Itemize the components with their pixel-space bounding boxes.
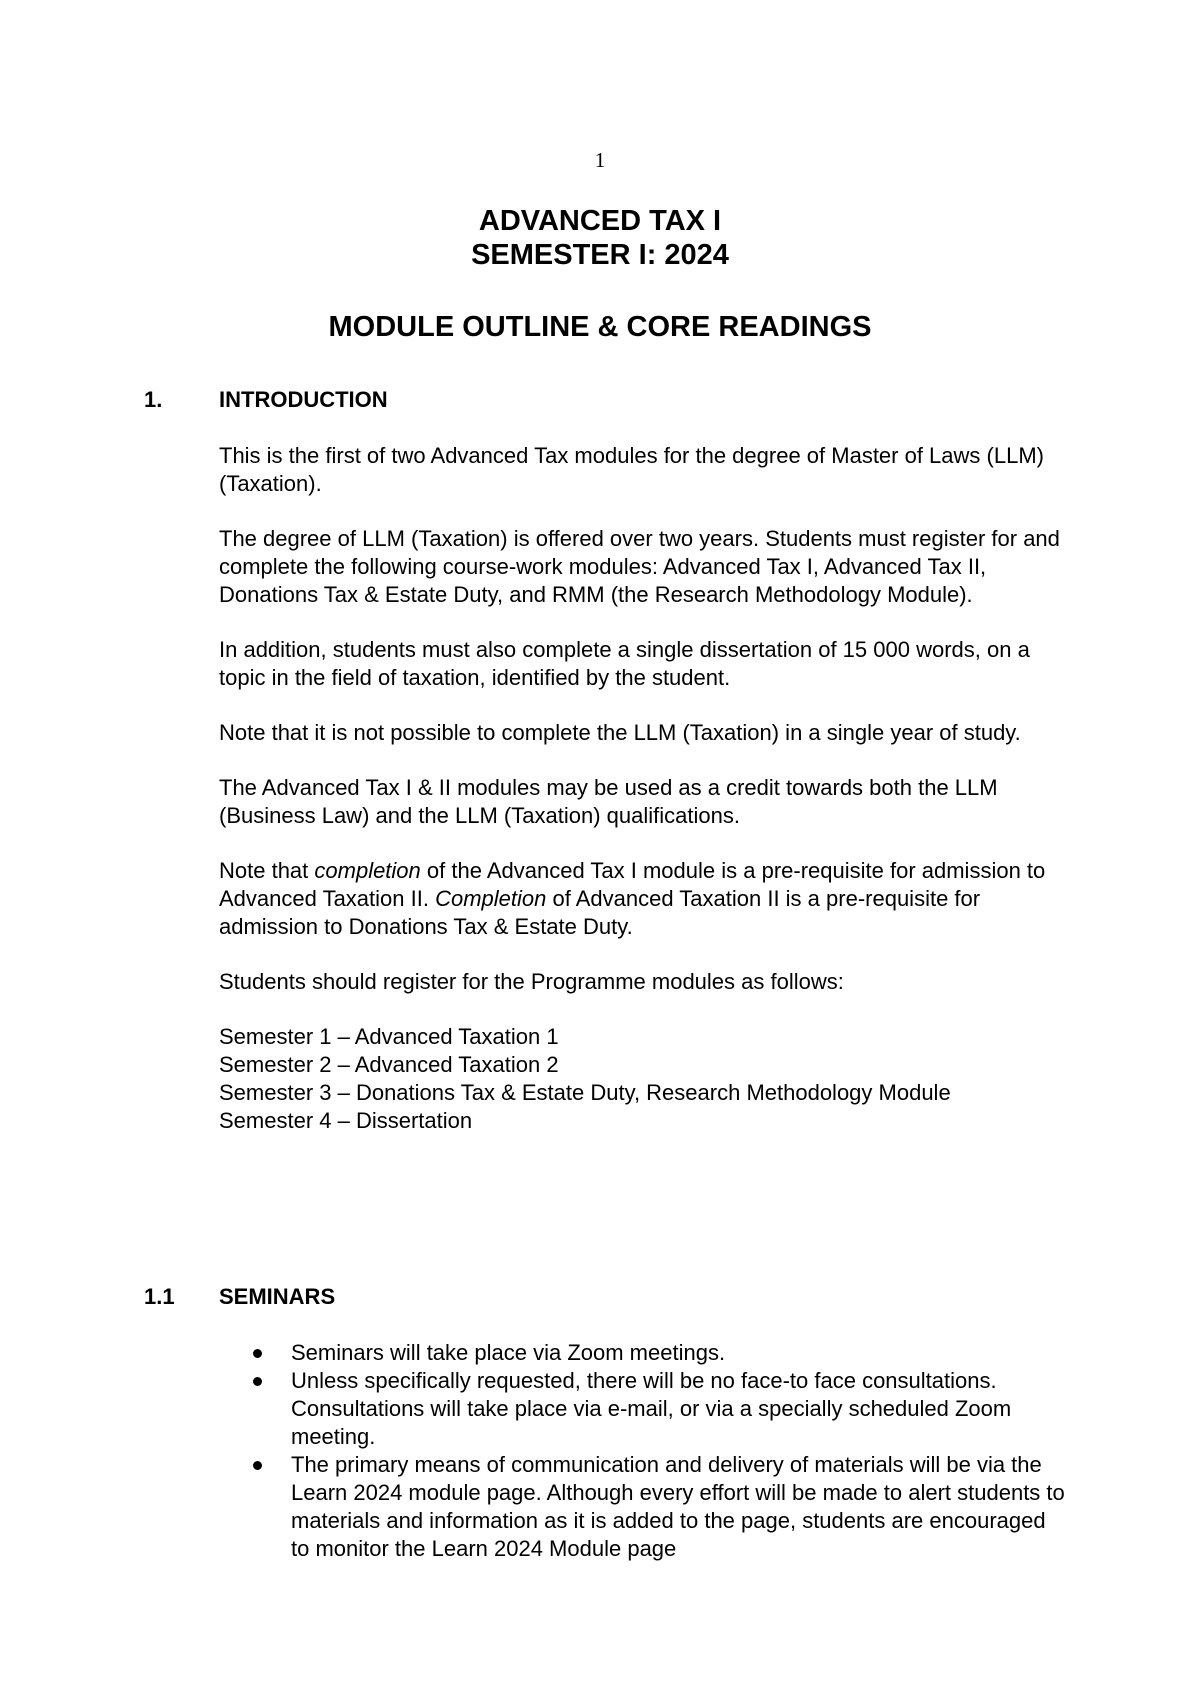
- intro-paragraph-3: In addition, students must also complete a single dissertation of 15 000 words, on a topic in the field of taxation, identified by the student.: [219, 637, 1030, 690]
- intro-p6-text-b: of the Advanced Tax I module is a pre-requisite for admission to Advanced Taxation II.: [219, 858, 1046, 911]
- section-number: 1.1: [144, 1284, 175, 1309]
- semester-line-1: Semester 1 – Advanced Taxation 1: [219, 1024, 559, 1049]
- list-item: [219, 1367, 1069, 1451]
- bullet-icon: [253, 1349, 262, 1358]
- intro-paragraph-4: Note that it is not possible to complete the LLM (Taxation) in a single year of study.: [219, 720, 1021, 745]
- page-number: 1: [594, 148, 606, 172]
- intro-paragraph-5: The Advanced Tax I & II modules may be used as a credit towards both the LLM (Business Law) and the LLM (Taxation) qualifications.: [219, 775, 998, 828]
- section-title: SEMINARS: [219, 1284, 336, 1309]
- introduction-body: [219, 442, 1069, 1135]
- intro-p6-emphasis-2: Completion: [435, 886, 547, 911]
- section-number: 1.: [144, 387, 163, 412]
- intro-paragraph-1: This is the first of two Advanced Tax modules for the degree of Master of Laws (LLM) (Taxation).: [219, 443, 1044, 496]
- document-subtitle: MODULE OUTLINE & CORE READINGS: [328, 311, 872, 343]
- bullet-text: The primary means of communication and delivery of materials will be via the Learn 2024 module page. Although every effort will be made to alert students to materials and information as it is added to the page, students are encouraged to monitor the Learn 2024 Module page: [291, 1452, 1065, 1561]
- intro-paragraph-7: Students should register for the Programme modules as follows:: [219, 969, 844, 994]
- semester-line-2: Semester 2 – Advanced Taxation 2: [219, 1052, 559, 1077]
- semester-line-4: Semester 4 – Dissertation: [219, 1108, 473, 1133]
- bullet-text: Seminars will take place via Zoom meetings.: [291, 1340, 726, 1365]
- document-semester: SEMESTER I: 2024: [471, 239, 729, 271]
- bullet-icon: [253, 1377, 262, 1386]
- intro-p6-emphasis-1: completion: [314, 858, 421, 883]
- intro-paragraph-2: The degree of LLM (Taxation) is offered over two years. Students must register for and complete the following course-work modules: Advanced Tax I, Advanced Tax II, Donations Tax & Estate Duty, and RMM (the Research Methodology Module).: [219, 526, 1060, 607]
- list-item: [219, 1451, 1069, 1563]
- intro-paragraph-6: [219, 857, 1069, 941]
- section-heading-introduction: [144, 386, 388, 414]
- list-item: [219, 1339, 1069, 1367]
- intro-p6-text-c: of Advanced Taxation II is a pre-requisite for admission to Donations Tax & Estate Duty.: [219, 886, 981, 939]
- section-title: INTRODUCTION: [219, 387, 388, 412]
- bullet-icon: [253, 1461, 262, 1470]
- section-heading-seminars: [144, 1283, 335, 1311]
- intro-p6-text-a: Note that: [219, 858, 315, 883]
- seminars-bullet-list: [219, 1339, 1069, 1563]
- bullet-text: Unless specifically requested, there will be no face-to face consultations. Consultations will take place via e-mail, or via a specially scheduled Zoom meeting.: [291, 1368, 1012, 1449]
- document-title: ADVANCED TAX I: [478, 205, 722, 237]
- semester-line-3: Semester 3 – Donations Tax & Estate Duty, Research Methodology Module: [219, 1080, 951, 1105]
